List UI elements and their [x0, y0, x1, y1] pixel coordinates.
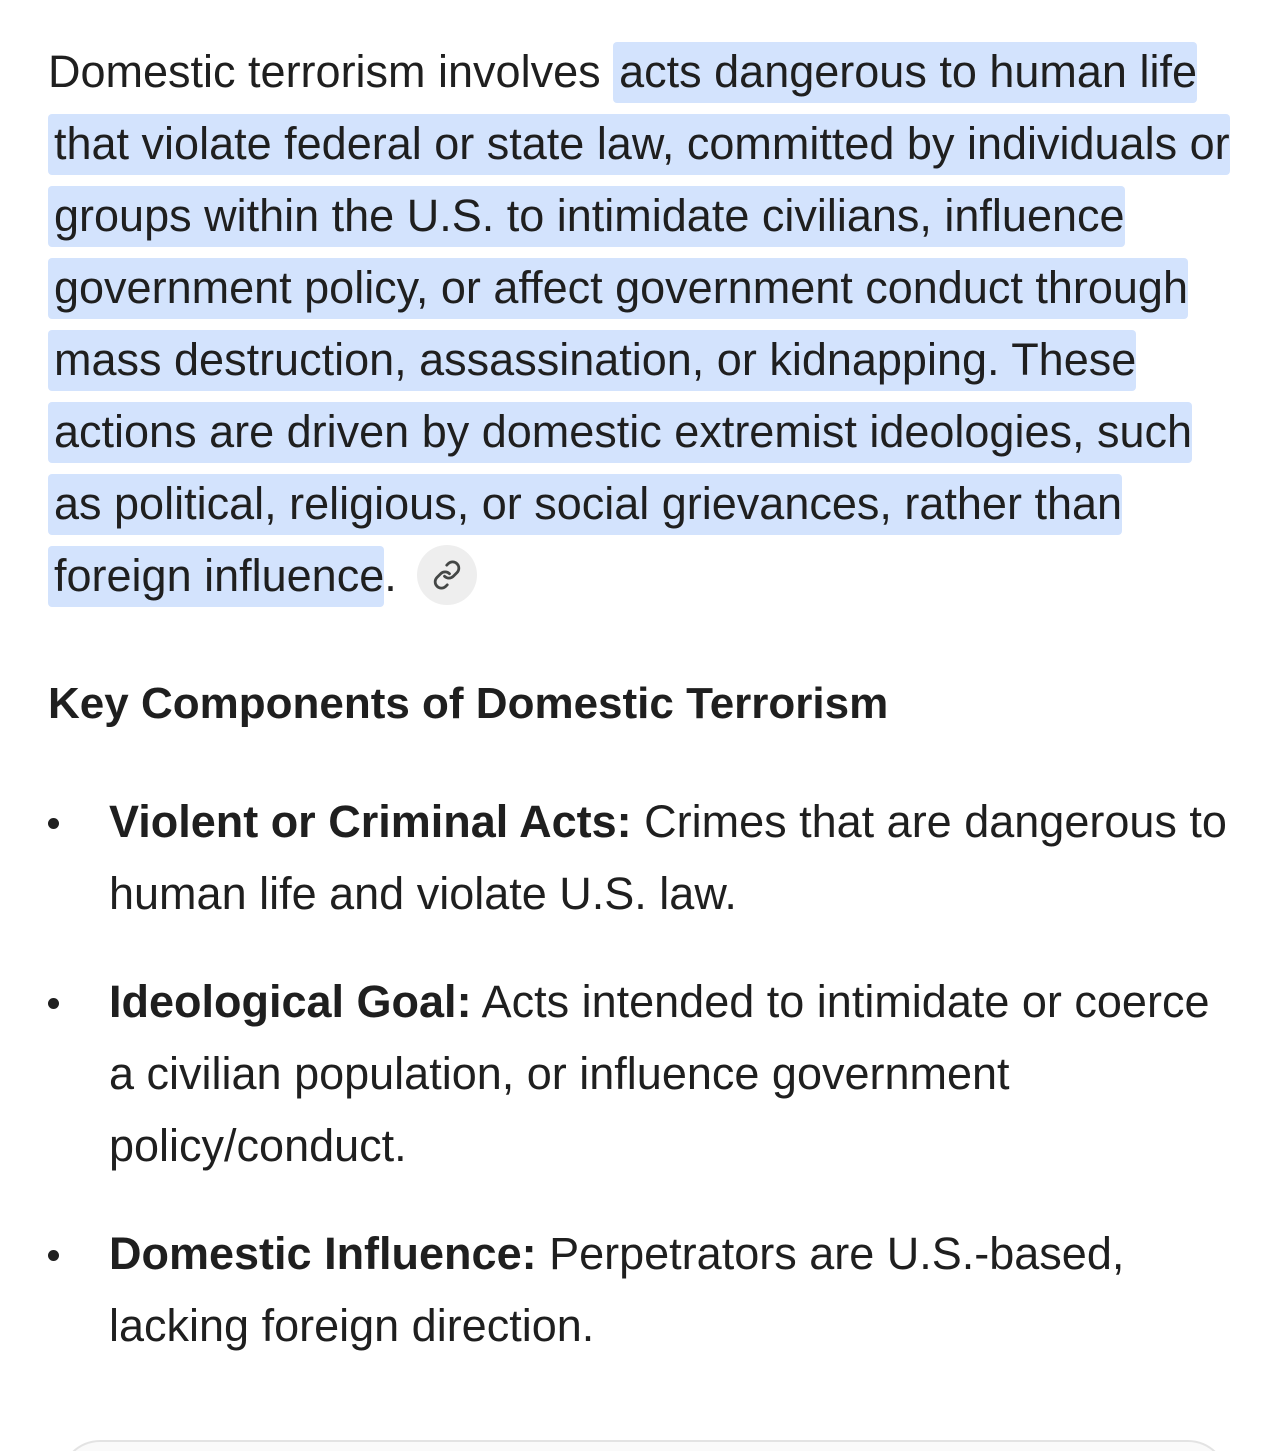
components-list: [48, 786, 1238, 1362]
component-term: Ideological Goal:: [109, 976, 472, 1027]
intro-end-text: .: [384, 550, 397, 601]
list-item: [48, 966, 1238, 1182]
link-icon: [432, 560, 462, 590]
bullet-icon: [48, 1250, 59, 1261]
component-text: Crimes that are dangerous to human life and violate U.S. law.: [109, 796, 1227, 919]
list-item: [48, 786, 1238, 930]
highlighted-source-text[interactable]: acts dangerous to human life that violate federal or state law, committed by individuals or groups within the U.S. to intimidate civilians, influence government policy, or affect government conduct through mass destruction, assassination, or kidnapping. These actions are driven by domestic extremist ideologies, such as political, religious, or social grievances, rather than foreign influence: [48, 42, 1230, 607]
component-text: Perpetrators are U.S.-based, lacking foreign direction.: [109, 1228, 1125, 1351]
bullet-icon: [48, 998, 59, 1009]
component-term: Domestic Influence:: [109, 1228, 537, 1279]
composer-edge[interactable]: [60, 1440, 1228, 1451]
component-text: Acts intended to intimidate or coerce a civilian population, or influence government policy/conduct.: [109, 976, 1210, 1171]
intro-plain-text: Domestic terrorism involves: [48, 46, 614, 97]
section-title: Key Components of Domestic Terrorism: [48, 679, 889, 728]
bullet-icon: [48, 818, 59, 829]
intro-paragraph: [48, 36, 1238, 612]
source-link-button[interactable]: [417, 545, 477, 605]
response-content: [48, 36, 1238, 1404]
component-term: Violent or Criminal Acts:: [109, 796, 632, 847]
list-item: [48, 1218, 1238, 1362]
